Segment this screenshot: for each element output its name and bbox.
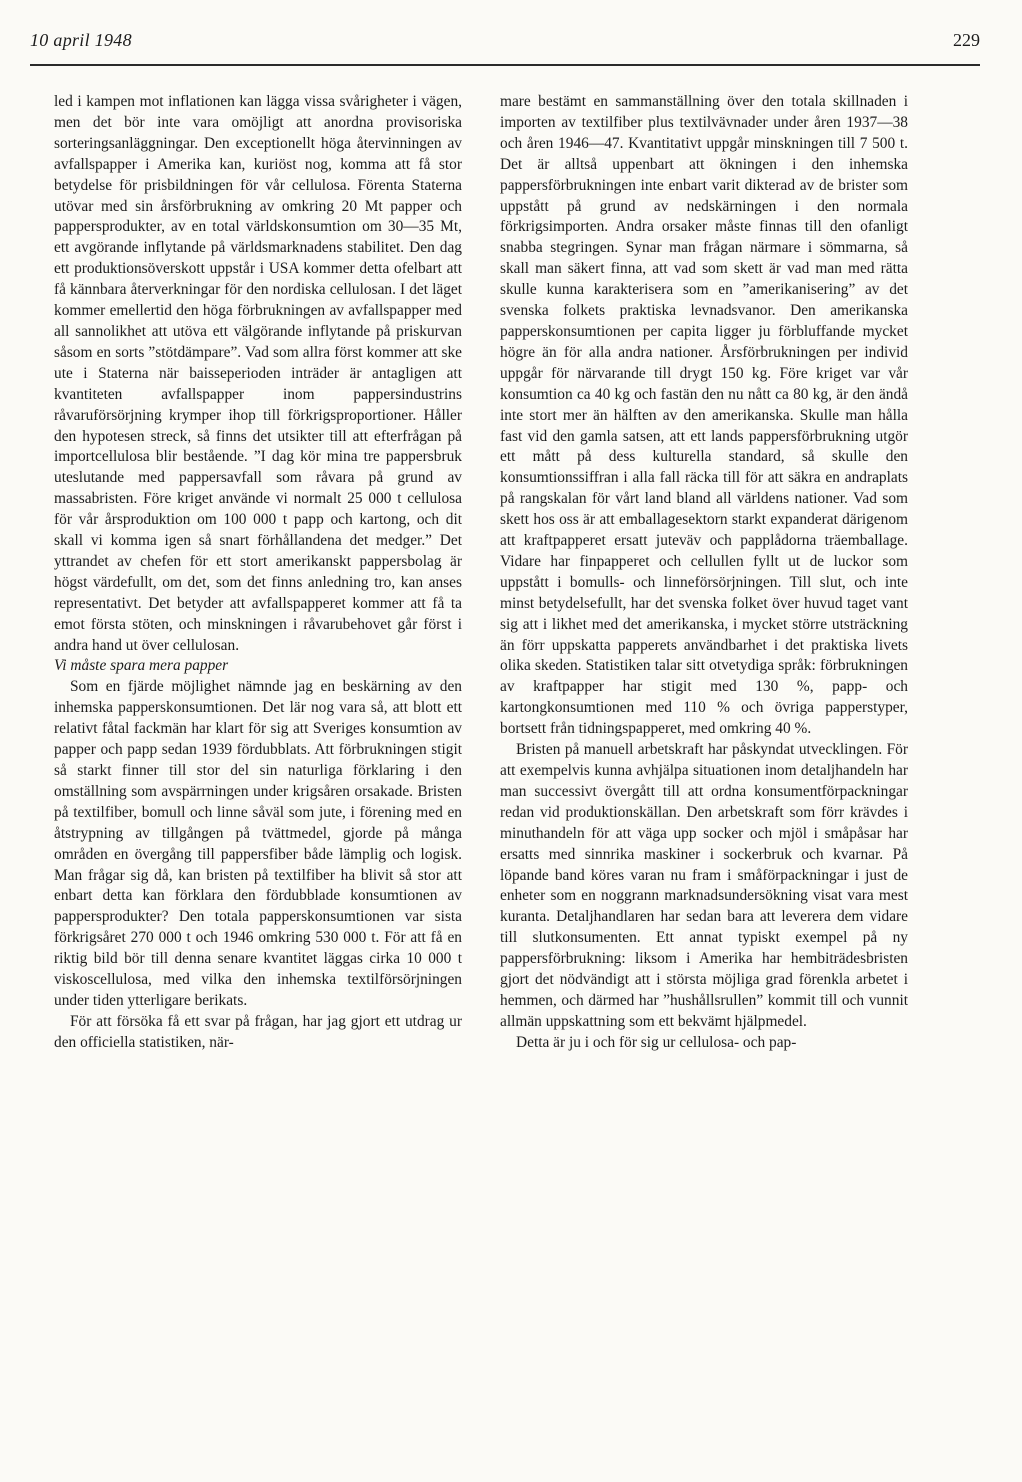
right-paragraph-1: mare bestämt en sammanställning över den totala skillnaden i importen av textilfiber plus textilvävnader under åren 1937—38 och åren 1946—47. Kvantitativt uppgår minskningen till 7 500 t. Det är alltså uppenbart att ökningen i den inhemska pappersförbrukningen inte enbart varit dikterad av de brister som uppstått på grund av nedskärningen i den normala förkrigsimporten. Andra orsaker måste finnas till den ofanligt snabba stegringen. Synar man frågan närmare i sömmarna, så skall man säkert finna, att vad som skett är vad man med rätta skulle kunna karakterisera som en ”amerikanisering” av det svenska folkets praktiska levnadsvanor. Den amerikanska papperskonsumtionen per capita ligger ju förbluffande mycket högre än för alla andra nationer. Årsförbrukningen per individ uppgår för närvarande till drygt 150 kg. Före kriget var vår konsumtion ca 40 kg och fastän den nu nått ca 80 kg, är den ändå inte stort mer än hälften av den amerikanska. Skulle man hålla fast vid den gamla satsen, att ett lands pappersförbrukning utgör ett mått på dess kulturella standard, så skulle den konsumtionssiffran i alla fall räcka till för att säkra en andraplats på rangskalan för vårt land bland all världens nationer. Vad som skett hos oss är att emballagesektorn starkt expanderat därigenom att kraftpapperet ersatt juteväv och papplådorna träemballage. Vidare har finpapperet och cellullen fyllt ut de luckor som uppstått i bomulls- och linneförsörjningen. Till slut, och inte minst betydelsefullt, har det svenska folket över huvud taget vant sig att i likhet med det amerikanska, i mycket större utsträckning än förr uppskatta papperets användbarhet i det praktiska livets olika skeden. Statistiken talar sitt otvetydiga språk: förbrukningen av kraftpapper har stigit med 130 %, papp- och kartongkonsumtionen med 110 % och övriga papperstyper, bortsett från tidningspapperet, med omkring 40 %. bbox=[500, 93, 908, 738]
left-column bbox=[54, 92, 462, 1054]
page-number: 229 bbox=[953, 30, 980, 50]
left-paragraph-2: Som en fjärde möjlighet nämnde jag en beskärning av den inhemska papperskonsumtionen. Det lär nog vara så, att blott ett relativt fåtal fackmän har klart för sig att Sveriges konsumtion av papper och papp sedan 1939 fördubblats. Att förbrukningen stigit så starkt finner till stor del sin naturliga förklaring i den omställning som avspärrningen under krigsåren orsakade. Bristen på textilfiber, bomull och linne såväl som jute, i förening med en åtstrypning av tillgången på tvättmedel, gjorde på många områden en övergång till pappersfiber både lämplig och logisk. Man frågar sig då, kan bristen på textilfiber ha blivit så stor att enbart detta kan förklara den fördubblade konsumtionen av pappersprodukter? Den totala papperskonsumtionen var sista förkrigsåret 270 000 t och 1946 omkring 530 000 t. För att få en riktig bild bör till denna senare kvantitet läggas cirka 10 000 t viskoscellulosa, med vilka den inhemska textilförsörjningen under tiden ytterligare berikats. bbox=[54, 678, 462, 1009]
left-paragraph-3: För att försöka få ett svar på frågan, har jag gjort ett utdrag ur den officiella statistiken, när- bbox=[54, 1012, 462, 1051]
left-paragraph-1: led i kampen mot inflationen kan lägga vissa svårigheter i vägen, men det bör inte vara omöjligt att anordna provisoriska sorteringsanläggningar. Den exceptionellt höga återvinningen av avfallspapper i Amerika kan, kuriöst nog, komma att få stor betydelse för prisbildningen för vår cellulosa. Förenta Staterna utövar med sin årsförbrukning av omkring 20 Mt papper och pappersprodukter, av en total världskonsumtion om 30—35 Mt, ett avgörande inflytande på världsmarknadens stabilitet. Den dag ett produktionsöverskott uppstår i USA kommer detta ofelbart att få kännbara återverkningar för den nordiska cellulosan. I det läget kommer emellertid den höga förbrukningen av avfallspapper med all sannolikhet att utöva ett välgörande inflytande på priskurvan såsom en sorts ”stötdämpare”. Vad som allra först kommer att ske ute i Staterna när baisseperioden inträder är antagligen att kvantiteten avfallspapper inom pappersindustrins råvaruförsörjning krymper ihop till förkrigsproportioner. Håller den hypotesen streck, så finns det utsikter till att efterfrågan på importcellulosa blir bestående. ”I dag kör mina tre pappersbruk uteslutande med pappersavfall som råvara på grund av massabristen. Före kriget använde vi normalt 25 000 t cellulosa för vår årsproduktion om 100 000 t papp och kartong, och dit skall vi komma igen så snart förhållandena det medger.” Det yttrandet av chefen för ett stort amerikanskt pappersbolag är högst värdefullt, om det, som det finns anledning tro, kan anses representativt. Det betyder att avfallspapperet kommer att få ta emot första stöten, och minskningen i råvarubehovet går först i andra hand ut över cellulosan. bbox=[54, 93, 462, 654]
right-paragraph-2: Bristen på manuell arbetskraft har påskyndat utvecklingen. För att exempelvis kunna avhjälpa situationen inom detaljhandeln har man successivt övergått till att ordna konsumentförpackningar redan vid produktionskällan. Den arbetskraft som förr krävdes i minuthandeln för att väga upp socker och mjöl i småpåsar har ersatts med sinnrika maskiner i sockerbruk och kvarnar. På löpande band köres varan nu fram i småförpackningar i just de enheter som en noggrann marknadsundersökning visat vara mest kuranta. Detaljhandlaren har sedan bara att leverera dem vidare till slutkonsumenten. Ett annat typiskt exempel på ny pappersförbrukning: liksom i Amerika har hembiträdesbristen gjort det nödvändigt att i största möjliga grad förenkla arbetet i hemmen, och därmed har ”hushållsrullen” kommit till och vunnit allmän uppskattning som ett bekvämt hjälpmedel. bbox=[500, 741, 908, 1030]
right-column bbox=[500, 92, 908, 1054]
issue-date: 10 april 1948 bbox=[30, 30, 132, 50]
right-paragraph-3: Detta är ju i och för sig ur cellulosa- och pap- bbox=[516, 1033, 797, 1051]
section-heading: Vi måste spara mera papper bbox=[54, 657, 229, 675]
header-rule bbox=[30, 64, 980, 66]
running-header bbox=[30, 30, 980, 56]
